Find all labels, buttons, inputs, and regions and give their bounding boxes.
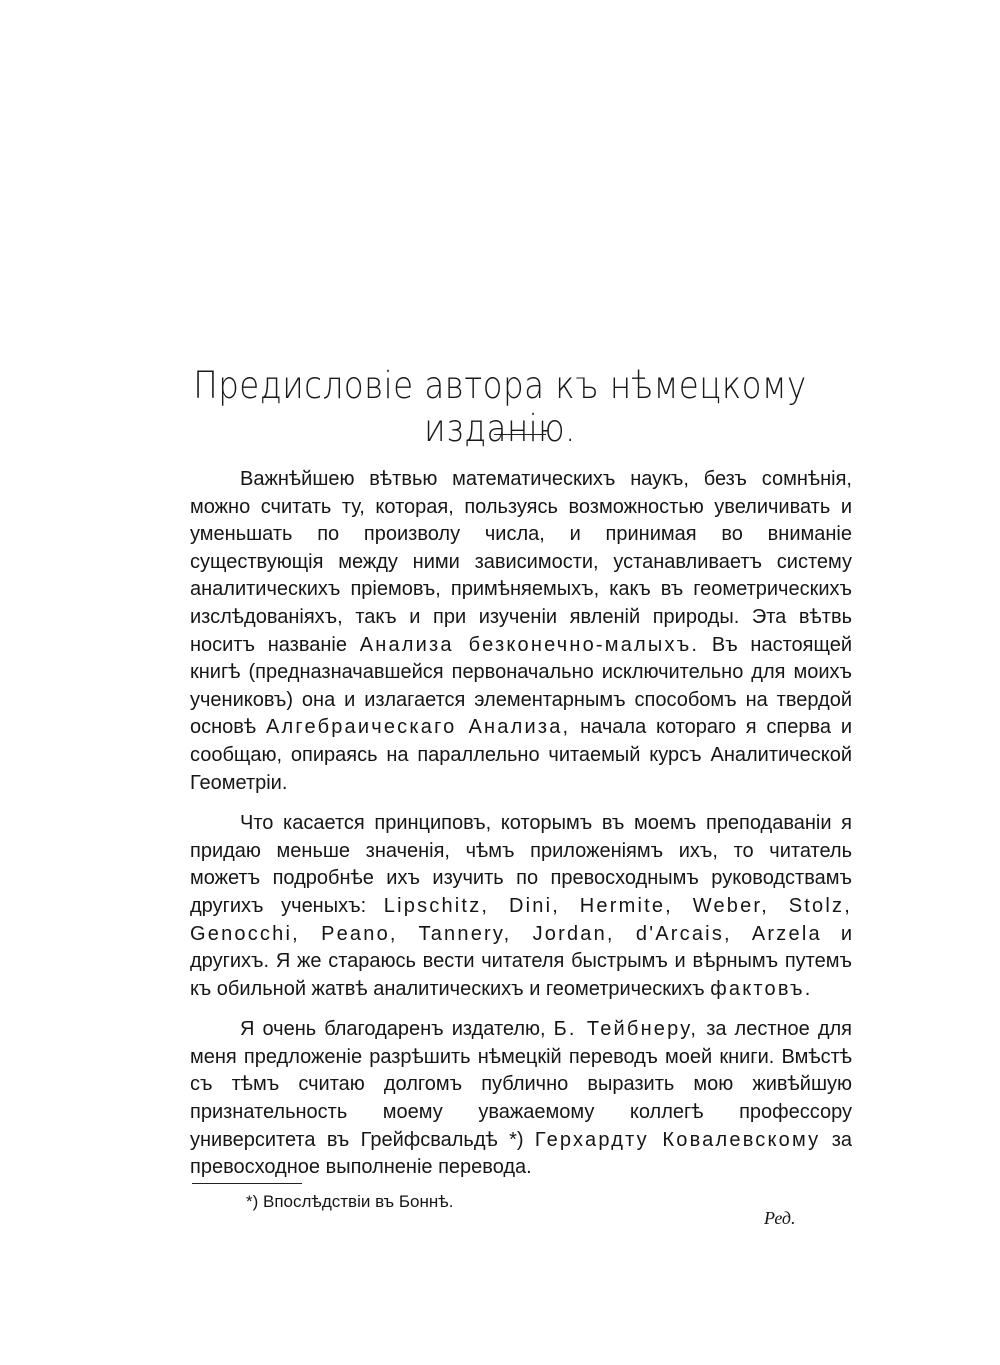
paragraph-2-author-names: Lipschitz, Dini, Hermite, Weber, Stolz, Genocchi, Peano, Tannery, Jordan, d'Arcais, Arzela (190, 894, 852, 945)
title-divider (494, 434, 546, 435)
paragraph-2-middle: и другихъ. Я же стараюсь вести читателя быстрымъ и вѣрнымъ путемъ къ обильной жатвѣ аналитическихъ и геометрическихъ (190, 922, 852, 1000)
footnote: *) Впослѣдствіи въ Боннѣ. (246, 1192, 454, 1211)
paragraph-1-emphasis-analysis: Анализа безконечно-малыхъ. (359, 633, 700, 656)
paragraph-2-intro: Что касается принциповъ, которымъ въ моемъ преподаваніи я придаю меньше значенія, чѣмъ приложеніямъ ихъ, то читатель можетъ подробнѣе ихъ изучить по превосходнымъ руководствамъ другихъ ученыхъ: (190, 812, 852, 917)
paragraph-2-emphasis-facts: фактовъ. (710, 977, 813, 1000)
paragraph-1-intro: Важнѣйшею вѣтвью математическихъ наукъ, безъ сомнѣнія, можно считать ту, которая, пользуясь возможностью увеличивать и уменьшать по произволу числа, и принимая во вниманіе существующія между ними зависимости, устанавливаетъ систему аналитическихъ пріемовъ, примѣняемыхъ, какъ въ геометрическихъ изслѣдованіяхъ, такъ и при изученіи явленій природы. Эта вѣтвь носитъ названіе (190, 468, 852, 656)
paragraph-3-end: за превосходное выполненіе перевода. (190, 1128, 853, 1179)
page-title: Предисловіе автора къ нѣмецкому изданію. (193, 364, 807, 450)
footnote-divider (192, 1183, 302, 1184)
paragraph-3-middle: за лестное для меня предложеніе разрѣшить нѣмецкій переводъ моей книги. Вмѣстѣ съ тѣмъ считаю долгомъ публично выразить мою живѣйшую признательность моему уважаемому коллегѣ профессору университета въ Грейфсвальдѣ *) (190, 1018, 852, 1151)
paragraph-3-intro: Я очень благодаренъ издателю, (240, 1018, 546, 1041)
paragraph-1-emphasis-algebraic: Алгебраическаго Анализа, (266, 716, 571, 739)
paragraph-1-middle: Въ настоящей книгѣ (предназначавшейся первоначально исключительно для моихъ учениковъ) она и излагается элементарнымъ способомъ на твердой основѣ (190, 633, 853, 739)
paragraph-1 (190, 466, 852, 797)
paragraph-3-publisher: Б. Тейбнеру, (553, 1018, 699, 1041)
preface-body (190, 466, 852, 1195)
paragraph-3 (190, 1016, 852, 1182)
editor-mark: Ред. (764, 1208, 796, 1228)
paragraph-1-end: начала котораго я сперва и сообщаю, опираясь на параллельно читаемый курсъ Аналитической Геометріи. (190, 716, 853, 794)
paragraph-3-translator: Герхардту Ковалевскому (534, 1128, 821, 1151)
paragraph-2 (190, 810, 852, 1003)
